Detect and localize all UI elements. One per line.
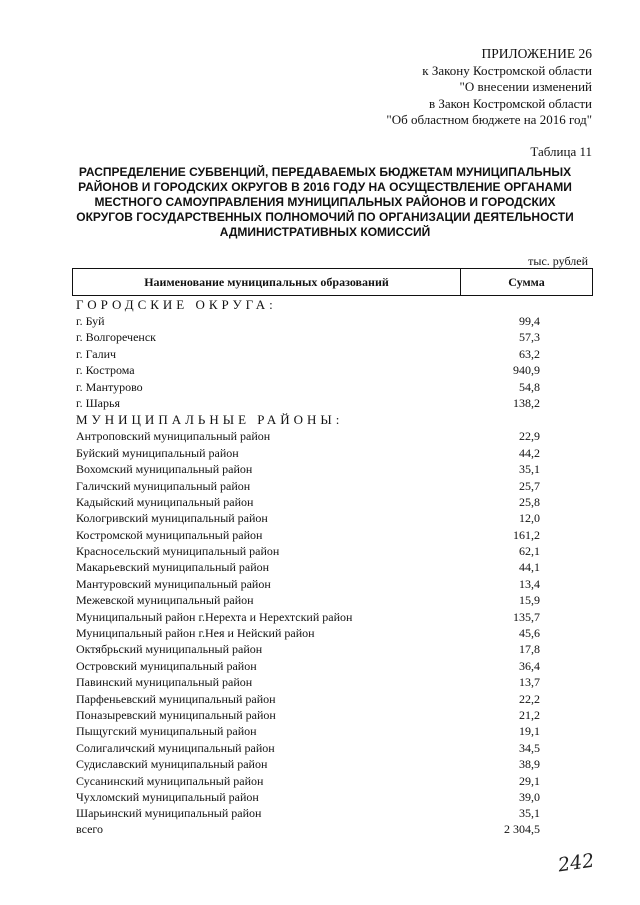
row-value: 25,8 (519, 494, 540, 509)
table-row (72, 445, 593, 461)
table-row (72, 641, 593, 657)
title-line: АДМИНИСТРАТИВНЫХ КОМИССИЙ (219, 225, 431, 239)
row-value: 35,1 (519, 806, 540, 821)
row-value: 135,7 (513, 609, 540, 624)
row-name: Костромской муниципальный район (76, 527, 263, 542)
table-row (72, 740, 593, 756)
title-line: РАЙОНОВ И ГОРОДСКИХ ОКРУГОВ В 2016 ГОДУ НА ОСУЩЕСТВЛЕНИЕ ОРГАНАМИ (78, 180, 572, 194)
document-title (60, 165, 590, 240)
row-value: 62,1 (519, 544, 540, 559)
total-row (72, 822, 593, 837)
row-name: Поназыревский муниципальный район (76, 707, 276, 722)
table-row (72, 313, 593, 329)
row-value: 12,0 (519, 511, 540, 526)
row-name: Галичский муниципальный район (76, 478, 251, 493)
row-value: 15,9 (519, 593, 540, 608)
row-name: Антроповский муниципальный район (76, 429, 271, 444)
row-name: Красносельский муниципальный район (76, 544, 280, 559)
row-name: Павинский муниципальный район (76, 675, 253, 690)
table-row (72, 658, 593, 674)
row-value: 13,7 (519, 675, 540, 690)
row-name: Парфеньевский муниципальный район (76, 691, 276, 706)
appendix-line: "Об областном бюджете на 2016 год" (386, 112, 592, 127)
row-name: г. Кострома (76, 363, 135, 378)
row-value: 34,5 (519, 740, 540, 755)
section-title: МУНИЦИПАЛЬНЫЕ РАЙОНЫ: (76, 412, 344, 428)
table-row (72, 707, 593, 723)
table-row (72, 527, 593, 543)
row-name: Вохомский муниципальный район (76, 462, 253, 477)
row-name: Муниципальный район г.Нерехта и Нерехтский район (76, 609, 353, 624)
table-row (72, 789, 593, 805)
table-row (72, 592, 593, 608)
row-name: Октябрьский муниципальный район (76, 642, 263, 657)
row-value: 940,9 (513, 363, 540, 378)
table-row (72, 478, 593, 494)
table-label: Таблица 11 (530, 144, 592, 159)
table-row (72, 805, 593, 821)
row-name: Сусанинский муниципальный район (76, 773, 264, 788)
row-value: 35,1 (519, 462, 540, 477)
total-label: всего (76, 822, 104, 836)
row-name: Мантуровский муниципальный район (76, 576, 271, 591)
title-line: МЕСТНОГО САМОУПРАВЛЕНИЯ МУНИЦИПАЛЬНЫХ РАЙОНОВ И ГОРОДСКИХ (94, 195, 556, 209)
table-row (72, 379, 593, 395)
row-value: 45,6 (519, 626, 540, 641)
table-row (72, 461, 593, 477)
table-row (72, 428, 593, 444)
row-value: 13,4 (519, 576, 540, 591)
row-value: 21,2 (519, 707, 540, 722)
table-row (72, 576, 593, 592)
row-name: Кадыйский муниципальный район (76, 494, 254, 509)
table-row (72, 674, 593, 690)
handwritten-page-number: 242 (556, 849, 596, 877)
row-value: 57,3 (519, 330, 540, 345)
title-line: РАСПРЕДЕЛЕНИЕ СУБВЕНЦИЙ, ПЕРЕДАВАЕМЫХ БЮДЖЕТАМ МУНИЦИПАЛЬНЫХ (78, 165, 572, 179)
row-value: 39,0 (519, 789, 540, 804)
table-row (72, 329, 593, 345)
allocation-table (72, 268, 593, 822)
table-row (72, 494, 593, 510)
row-name: г. Волгореченск (76, 330, 156, 345)
row-name: Чухломский муниципальный район (76, 789, 259, 804)
table-header (72, 268, 593, 296)
table-row (72, 510, 593, 526)
section-title: ГОРОДСКИЕ ОКРУГА: (76, 297, 277, 312)
row-value: 22,9 (519, 429, 540, 444)
appendix-line: "О внесении изменений (459, 79, 592, 94)
row-name: Пыщугский муниципальный район (76, 724, 257, 739)
row-name: Солигаличский муниципальный район (76, 740, 275, 755)
row-value: 99,4 (519, 314, 540, 328)
table-row (72, 346, 593, 362)
row-name: Шарьинский муниципальный район (76, 806, 262, 821)
row-name: г. Буй (76, 314, 105, 328)
row-value: 44,1 (519, 560, 540, 575)
table-row (72, 625, 593, 641)
table-row (72, 609, 593, 625)
row-name: Кологривский муниципальный район (76, 511, 268, 526)
row-value: 54,8 (519, 379, 540, 394)
row-value: 138,2 (513, 395, 540, 410)
row-value: 63,2 (519, 346, 540, 361)
row-value: 22,2 (519, 691, 540, 706)
appendix-block (386, 46, 592, 129)
total-value: 2 304,5 (504, 822, 540, 836)
table-row (72, 756, 593, 772)
row-name: г. Шарья (76, 395, 120, 410)
row-name: Судиславский муниципальный район (76, 757, 268, 772)
appendix-line: в Закон Костромской области (428, 95, 592, 111)
table-row (72, 773, 593, 789)
units-label: тыс. рублей (528, 254, 588, 268)
row-name: Макарьевский муниципальный район (76, 560, 270, 575)
table-row (72, 723, 593, 739)
row-value: 44,2 (519, 445, 540, 460)
row-name: Межевской муниципальный район (76, 593, 254, 608)
appendix-line: к Закону Костромской области (422, 62, 592, 78)
appendix-line: ПРИЛОЖЕНИЕ 26 (481, 46, 592, 61)
row-value: 161,2 (513, 527, 540, 542)
row-name: Островский муниципальный район (76, 658, 257, 673)
table-body (72, 296, 593, 822)
row-value: 29,1 (519, 773, 540, 788)
header-sum: Сумма (508, 274, 545, 289)
row-name: Буйский муниципальный район (76, 445, 239, 460)
row-value: 17,8 (519, 642, 540, 657)
row-name: Муниципальный район г.Нея и Нейский район (76, 626, 315, 641)
header-name: Наименование муниципальных образований (73, 269, 461, 295)
title-line: ОКРУГОВ ГОСУДАРСТВЕННЫХ ПОЛНОМОЧИЙ ПО ОРГАНИЗАЦИИ ДЕЯТЕЛЬНОСТИ (76, 210, 574, 224)
table-row (72, 362, 593, 378)
table-row (72, 559, 593, 575)
table-row (72, 543, 593, 559)
table-row (72, 395, 593, 411)
row-value: 36,4 (519, 658, 540, 673)
row-value: 19,1 (519, 724, 540, 739)
table-row (72, 691, 593, 707)
row-name: г. Мантурово (76, 379, 143, 394)
row-value: 25,7 (519, 478, 540, 493)
row-value: 38,9 (519, 757, 540, 772)
row-name: г. Галич (76, 346, 117, 361)
